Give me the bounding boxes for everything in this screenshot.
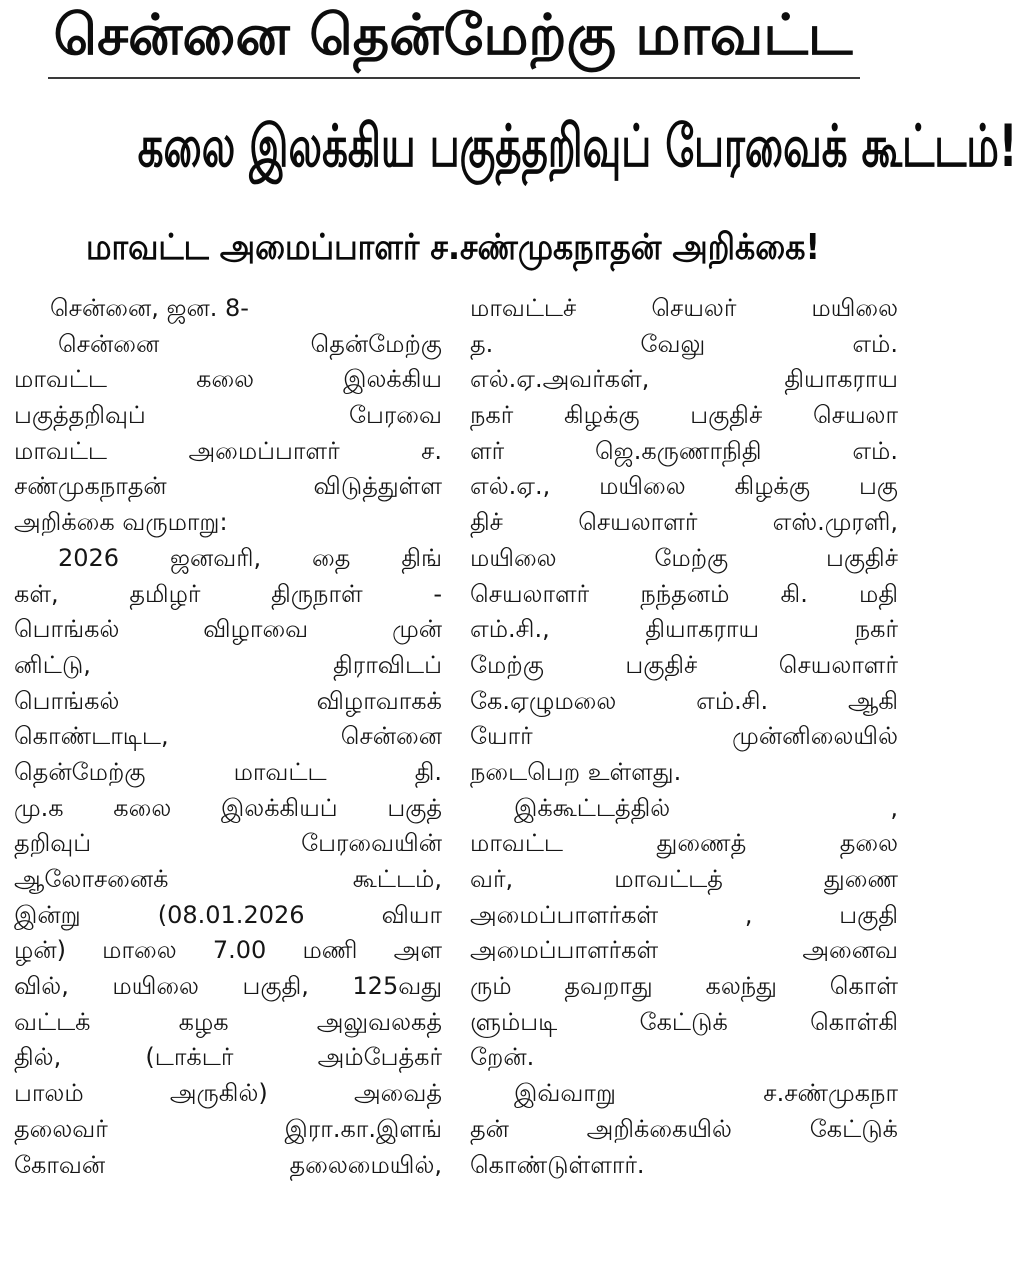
- article-left-column: [14, 291, 442, 1183]
- article-line: பாலம் அருகில்) அவைத்: [14, 1079, 442, 1108]
- article-line: பொங்கல் விழாவாகக்: [14, 686, 442, 715]
- article-dateline: சென்னை, ஜன. 8-: [50, 294, 249, 322]
- article-line: றேன்.: [470, 1043, 535, 1072]
- headline-divider: [48, 77, 860, 79]
- article-line: கள், தமிழர் திருநாள் -: [14, 579, 442, 608]
- article-line: வில், மயிலை பகுதி, 125வது: [14, 972, 442, 1001]
- article-line: செயலாளர் நந்தனம் கி. மதி: [470, 579, 898, 608]
- article-line: இவ்வாறு ச.சண்முகநா: [514, 1079, 898, 1108]
- article-line: த. வேலு எம்.: [470, 329, 898, 358]
- article-line: தன் அறிக்கையில் கேட்டுக்: [470, 1114, 898, 1143]
- article-line: எல்.ஏ.அவர்கள், தியாகராய: [470, 365, 898, 394]
- article-line: வட்டக் கழக அலுவலகத்: [14, 1007, 442, 1036]
- article-line: இன்று (08.01.2026 வியா: [14, 900, 442, 929]
- article-line: மேற்கு பகுதிச் செயலாளர்: [470, 650, 898, 679]
- article-line: மாவட்ட அமைப்பாளர் ச.: [14, 436, 442, 465]
- article-line: சண்முகநாதன் விடுத்துள்ள: [14, 472, 442, 501]
- article-line: கொண்டுள்ளார்.: [470, 1150, 645, 1179]
- article-line: ளர் ஜெ.கருணாநிதி எம்.: [470, 436, 898, 465]
- article-line: கோவன் தலைமையில்,: [14, 1150, 442, 1179]
- headline-main: கலை இலக்கிய பகுத்தறிவுப் பேரவைக் கூட்டம்!: [137, 112, 1017, 180]
- article-line: ழன்) மாலை 7.00 மணி அள: [14, 936, 442, 965]
- article-line: எல்.ஏ., மயிலை கிழக்கு பகு: [470, 472, 898, 501]
- article-line: ஆலோசனைக் கூட்டம்,: [14, 865, 442, 893]
- article-line: சென்னை தென்மேற்கு: [58, 329, 442, 358]
- article-line: மு.க கலை இலக்கியப் பகுத்: [14, 793, 442, 822]
- article-line: அமைப்பாளர்கள் , பகுதி: [470, 900, 898, 929]
- article-line: யோர் முன்னிலையில்: [470, 722, 898, 751]
- article-right-column: [470, 291, 898, 1183]
- article-line: இக்கூட்டத்தில் ,: [514, 793, 898, 822]
- article-line: ரும் தவறாது கலந்து கொள்: [470, 972, 898, 1001]
- article-line: எம்.சி., தியாகராய நகர்: [470, 615, 898, 644]
- article-line: திச் செயலாளர் எஸ்.முரளி,: [470, 508, 898, 537]
- article-line: அறிக்கை வருமாறு:: [14, 508, 228, 537]
- article-line: தறிவுப் பேரவையின்: [14, 829, 442, 858]
- article-line: வர், மாவட்டத் துணை: [470, 865, 898, 893]
- article-line: மாவட்ட துணைத் தலை: [470, 829, 898, 858]
- article-line: மயிலை மேற்கு பகுதிச்: [470, 543, 898, 572]
- article-line: தென்மேற்கு மாவட்ட தி.: [14, 757, 442, 786]
- article-line: மாவட்ட கலை இலக்கிய: [14, 365, 442, 394]
- article-line: பொங்கல் விழாவை முன்: [14, 615, 442, 644]
- article-line: னிட்டு, திராவிடப்: [14, 650, 442, 679]
- article-line: ளும்படி கேட்டுக் கொள்கி: [470, 1007, 898, 1036]
- headline-subtitle: மாவட்ட அமைப்பாளர் ச.சண்முகநாதன் அறிக்கை!: [86, 227, 820, 268]
- article-line: பகுத்தறிவுப் பேரவை: [14, 401, 442, 430]
- article-line: கே.ஏழுமலை எம்.சி. ஆகி: [470, 686, 898, 715]
- headline-district: சென்னை தென்மேற்கு மாவட்ட: [53, 3, 853, 68]
- article-line: தலைவர் இரா.கா.இளங்: [14, 1114, 442, 1143]
- article-line: நடைபெற உள்ளது.: [470, 757, 682, 786]
- article-line: மாவட்டச் செயலர் மயிலை: [470, 294, 898, 322]
- article-line: தில், (டாக்டர் அம்பேத்கர்: [14, 1043, 442, 1072]
- article-line: அமைப்பாளர்கள் அனைவ: [470, 936, 898, 965]
- article-line: நகர் கிழக்கு பகுதிச் செயலா: [470, 401, 898, 430]
- article-line: கொண்டாடிட, சென்னை: [14, 722, 442, 751]
- article-line: 2026 ஜனவரி, தை திங்: [58, 543, 442, 572]
